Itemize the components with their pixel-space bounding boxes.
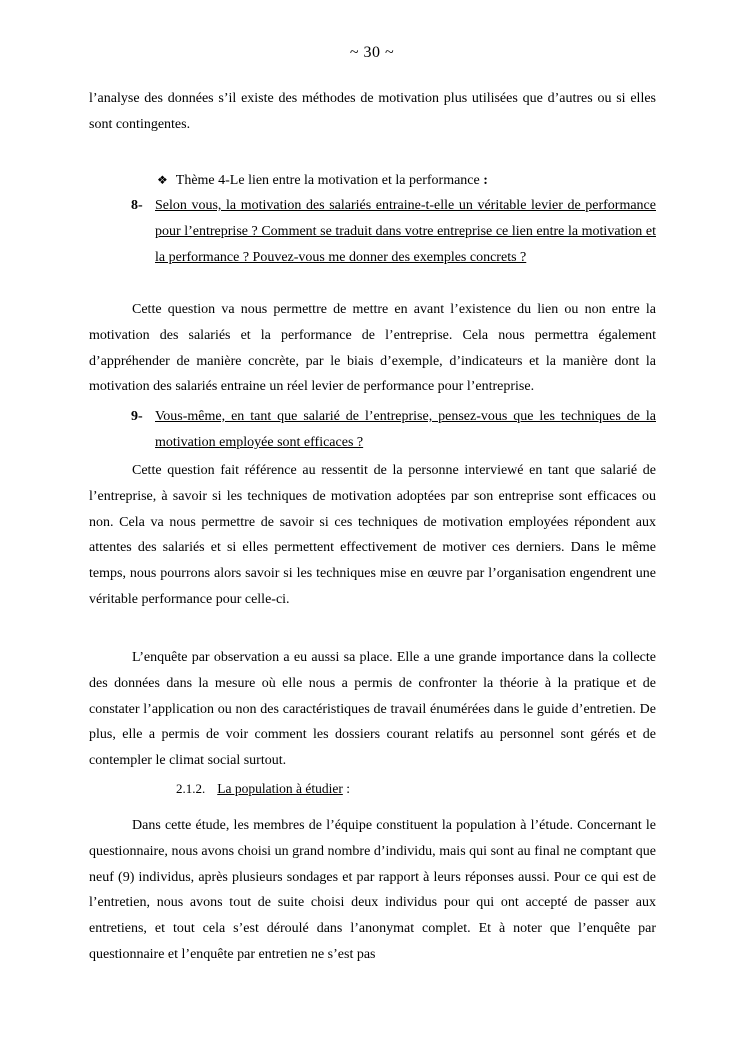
question-number: 9-: [131, 409, 143, 424]
subsection-title: La population à étudier: [217, 781, 343, 796]
theme-heading: [157, 168, 488, 193]
subsection-number: 2.1.2.: [176, 781, 206, 796]
intro-paragraph: l’analyse des données s’il existe des méthodes de motivation plus utilisées que d’autres ou si elles sont contingentes.: [89, 91, 656, 132]
diamond-bullet-icon: ❖: [157, 173, 168, 187]
page-number: ~ 30 ~: [349, 44, 395, 61]
question-text: Vous-même, en tant que salarié de l’entreprise, pensez-vous que les techniques de la motivation employée sont efficaces ?: [155, 409, 656, 450]
subsection-heading: [176, 778, 350, 800]
theme-label: Thème 4-Le lien entre la motivation et la performance: [175, 173, 480, 188]
population-paragraph: Dans cette étude, les membres de l’équipe constituent la population à l’étude. Concernant le questionnaire, nous avons choisi un grand nombre d’individu, mais qui sont au final ne comptant que neuf (9) individus, après plusieurs sondages et par rapport à leurs réponses aussi. Pour ce qui est de l’entretien, nous avons tout de suite choisi deux individus pour qui ont accepté de passer aux entretiens, et tout cela s’est déroulé dans l’anonymat complet. Et à noter que l’enquête par questionnaire et l’enquête par entretien ne s’est pas: [89, 818, 656, 962]
question-8-explanation: Cette question va nous permettre de mettre en avant l’existence du lien ou non entre la motivation des salariés et la performance de l’entreprise. Cela nous permettra également d’appréhender de manière concrète, par le biais d’exemple, d’indicateurs et la manière dont la motivation des salariés entraine un réel levier de performance pour l’entreprise.: [89, 302, 656, 395]
question-9: [131, 404, 656, 456]
question-9-explanation: Cette question fait référence au ressentit de la personne interviewé en tant que salarié de l’entreprise, à savoir si les techniques de motivation adoptées par son entreprise sont efficaces ou non. Cela va nous permettre de savoir si ces techniques de motivation employées répondent aux attentes des salariés et si elles permettent effectivement de motiver ces derniers. Dans le même temps, nous pourrons alors savoir si les techniques mise en œuvre par l’organisation engendrent une véritable performance pour celle-ci.: [89, 463, 656, 607]
question-8: [131, 193, 656, 270]
question-number: 8-: [131, 198, 143, 213]
observation-paragraph: L’enquête par observation a eu aussi sa place. Elle a une grande importance dans la collecte des données dans la mesure où elle nous a permis de confronter la théorie à la pratique et de constater l’application ou non des caractéristiques de travail énumérées dans le guide d’entretien. De plus, elle a permis de voir comment les dossiers courant relatifs au personnel sont gérés et de contempler le climat social surtout.: [89, 650, 656, 769]
subsection-suffix: :: [342, 781, 350, 796]
question-text: Selon vous, la motivation des salariés entraine-t-elle un véritable levier de performance pour l’entreprise ? Comment se traduit dans votre entreprise ce lien entre la motivation et la performance ? Pouvez-vous me donner des exemples concrets ?: [155, 198, 656, 265]
theme-suffix: :: [479, 173, 488, 188]
